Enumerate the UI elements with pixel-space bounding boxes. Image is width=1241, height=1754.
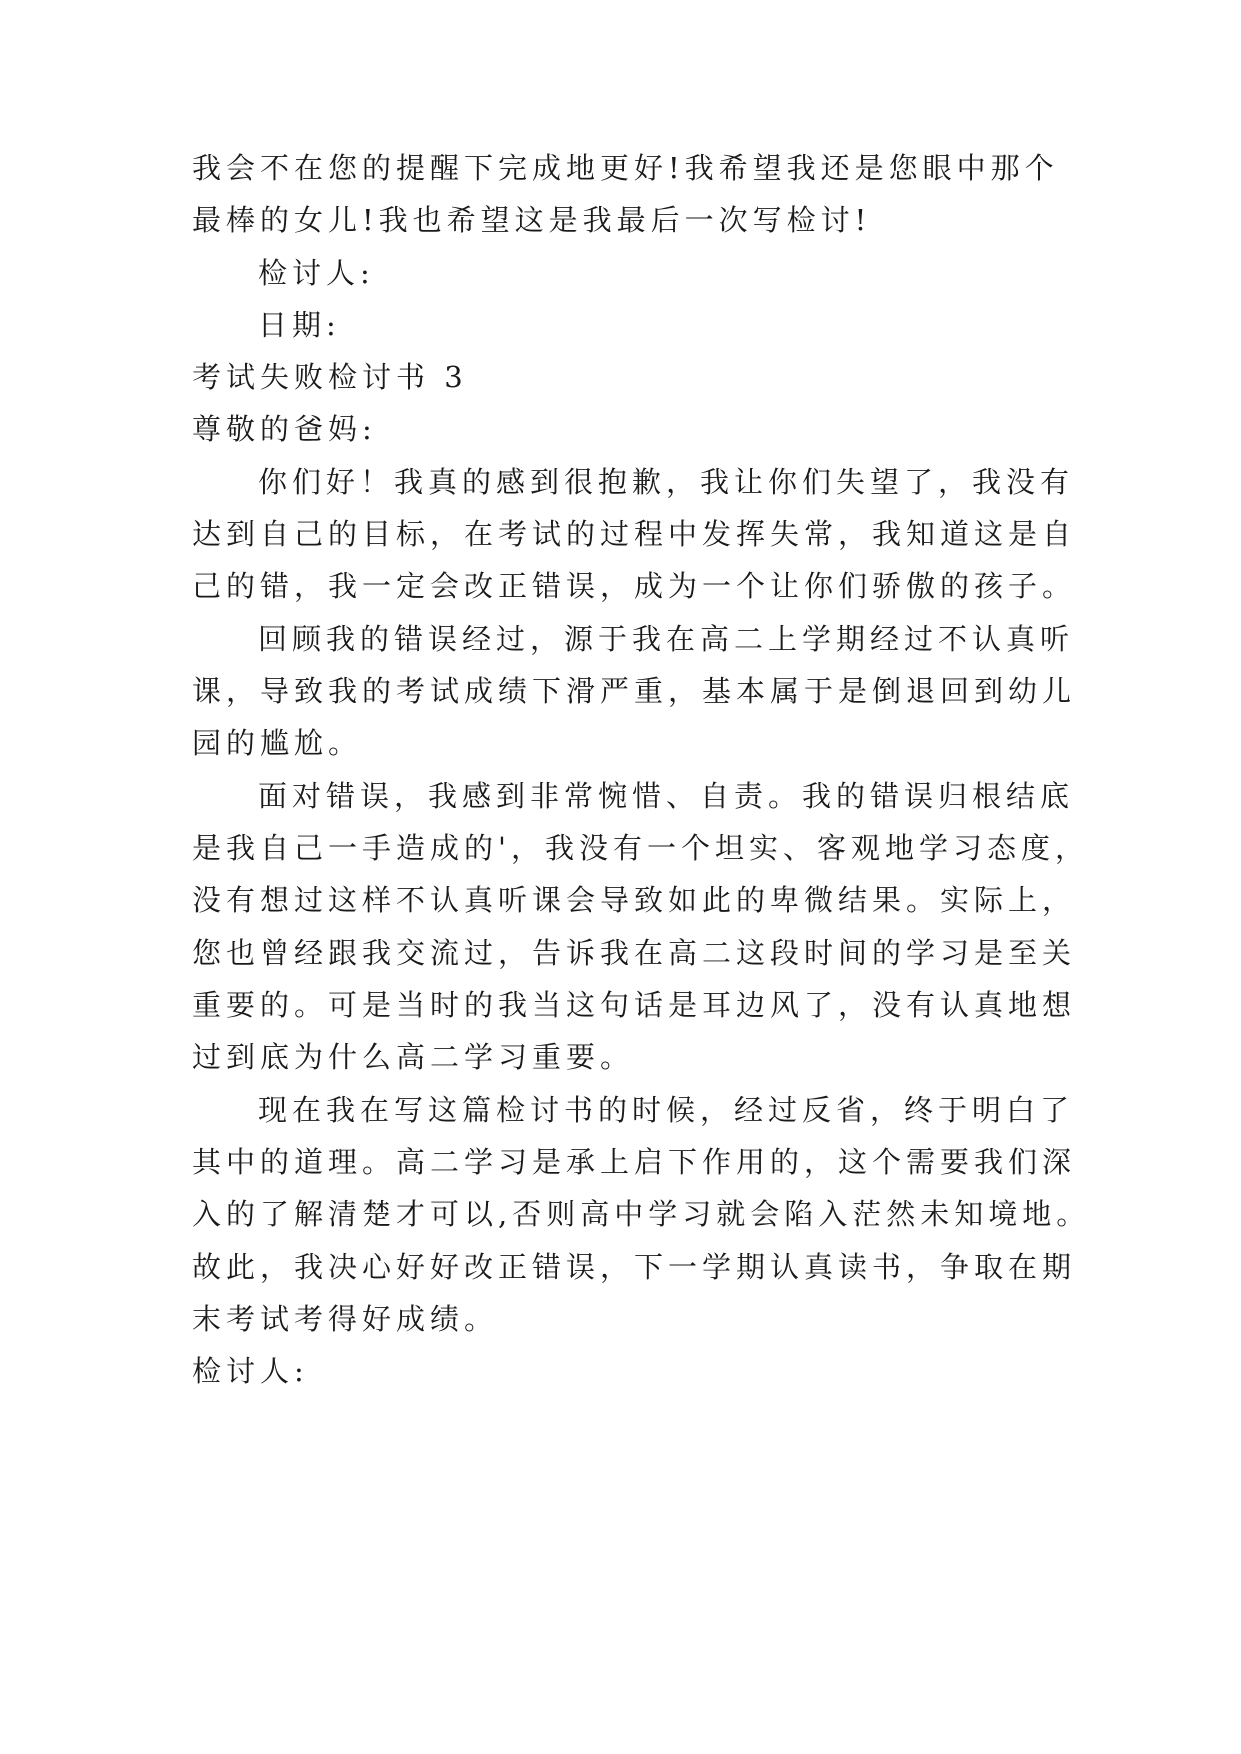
body-line: 回顾我的错误经过，源于我在高二上学期经过不认真听 bbox=[258, 622, 1075, 656]
body-line: 园的尴尬。 bbox=[192, 726, 363, 760]
body-line: 我会不在您的提醒下完成地更好!我希望我还是您眼中那个 bbox=[192, 151, 1059, 185]
body-line: 其中的道理。高二学习是承上启下作用的，这个需要我们深 bbox=[192, 1145, 1077, 1179]
body-line: 最棒的女儿!我也希望这是我最后一次写检讨! bbox=[192, 203, 872, 237]
body-line: 重要的。可是当时的我当这句话是耳边风了，没有认真地想 bbox=[192, 988, 1077, 1022]
section-title: 考试失败检讨书 3 bbox=[192, 360, 468, 394]
body-line: 是我自己一手造成的'，我没有一个坦实、客观地学习态度， bbox=[192, 831, 1089, 865]
body-line: 故此，我决心好好改正错误，下一学期认真读书，争取在期 bbox=[192, 1250, 1077, 1284]
body-line: 您也曾经跟我交流过，告诉我在高二这段时间的学习是至关 bbox=[192, 936, 1077, 970]
body-line: 己的错，我一定会改正错误，成为一个让你们骄傲的孩子。 bbox=[192, 569, 1077, 603]
body-line: 现在我在写这篇检讨书的时候，经过反省，终于明白了 bbox=[258, 1093, 1075, 1127]
body-line: 你们好！我真的感到很抱歉，我让你们失望了，我没有 bbox=[258, 465, 1075, 499]
body-line: 面对错误，我感到非常惋惜、自责。我的错误归根结底 bbox=[258, 779, 1075, 813]
body-line: 入的了解清楚才可以,否则高中学习就会陷入茫然未知境地。 bbox=[192, 1197, 1091, 1231]
signature-label: 检讨人: bbox=[258, 256, 375, 290]
body-line: 课，导致我的考试成绩下滑严重，基本属于是倒退回到幼儿 bbox=[192, 674, 1077, 708]
body-line: 没有想过这样不认真听课会导致如此的卑微结果。实际上， bbox=[192, 883, 1077, 917]
signature-label: 检讨人: bbox=[192, 1354, 309, 1388]
salutation: 尊敬的爸妈: bbox=[192, 412, 377, 446]
date-label: 日期: bbox=[258, 308, 341, 342]
body-line: 过到底为什么高二学习重要。 bbox=[192, 1040, 635, 1074]
body-line: 达到自己的目标，在考试的过程中发挥失常，我知道这是自 bbox=[192, 517, 1077, 551]
body-line: 末考试考得好成绩。 bbox=[192, 1302, 499, 1336]
